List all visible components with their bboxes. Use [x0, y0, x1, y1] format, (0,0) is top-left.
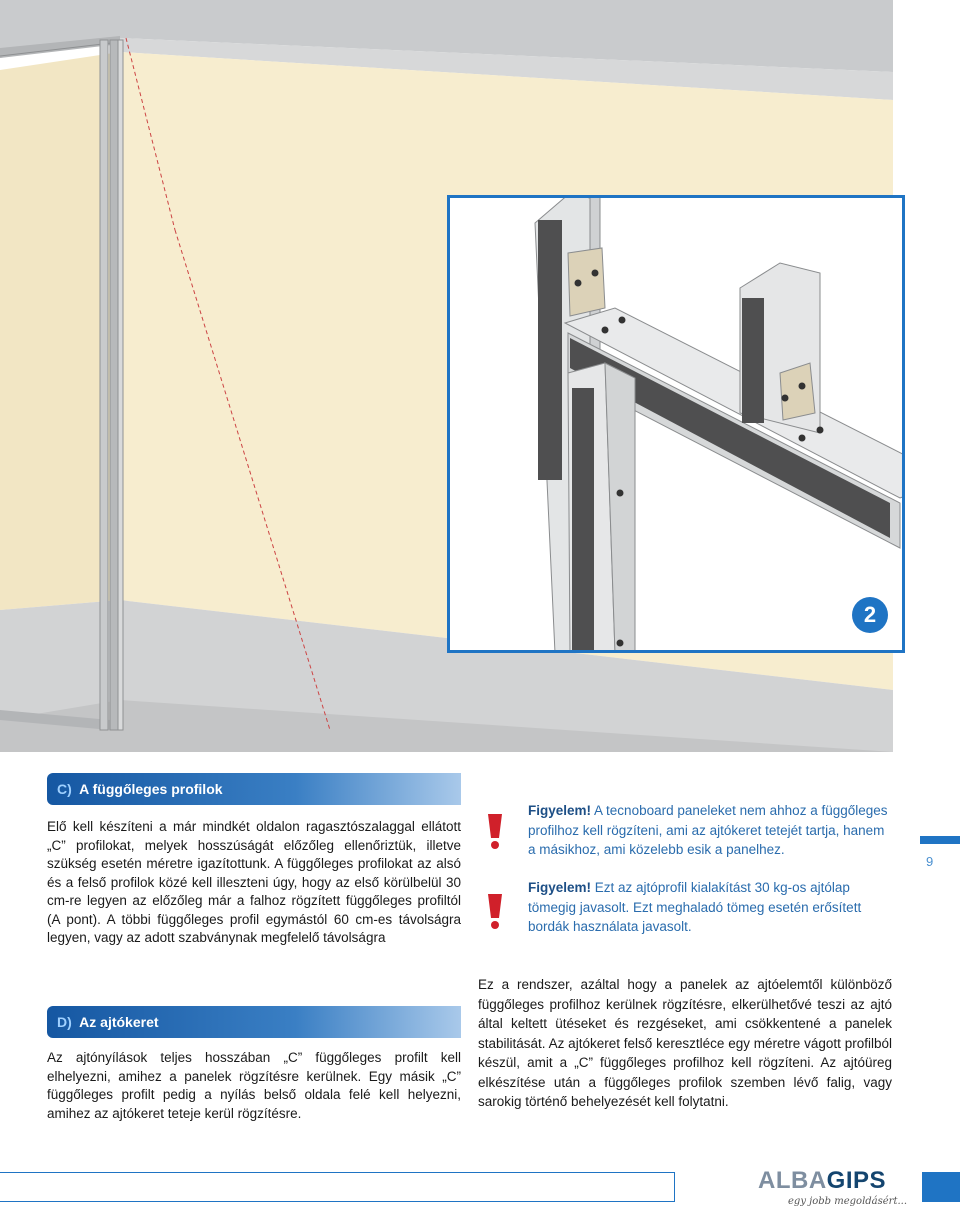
profile-detail-drawing — [450, 198, 902, 650]
section-d-title: Az ajtókeret — [79, 1014, 159, 1030]
footer-accent-square — [922, 1172, 960, 1202]
warning-1-label: Figyelem! — [528, 803, 592, 818]
section-c-header — [47, 773, 461, 805]
detail-inset-frame — [447, 195, 905, 653]
section-d-body: Az ajtónyílások teljes hosszában „C” függőleges profilt kell elhelyezni, amihez a panelek rögzítésre kerülnek. Egy másik „C” függőleges profilt pedig a nyílás belső oldala felé kell helyezni, amihez az ajtókeret teteje kerül rögzítésre. — [47, 1050, 461, 1121]
warning-2-label: Figyelem! — [528, 880, 592, 895]
logo-tagline: egy jobb megoldásért... — [788, 1196, 908, 1207]
page-number-marker — [920, 836, 960, 844]
warning-1-text: A tecnoboard paneleket nem ahhoz a függőleges profilhoz kell rögzíteni, ami az ajtókeret tetejét tartja, hanem a másikhoz, ami közelebb esik a panelhez. — [528, 803, 888, 857]
section-c-body: Elő kell készíteni a már mindkét oldalon ragasztószalaggal ellátott „C” profilokat, melyek hosszúságát előzőleg ellenőriztük, illetve szükség esetén méretre igazítottunk. A függőleges profilokat az alsó és a felső profilok közé kell illeszteni úgy, hogy az első körülbelül 30 cm-re legyen az előzőleg már a falhoz rögzített függőleges profiltól (A pont). A többi függőleges profil egymástól 60 cm-es távolságra legyen, vagy az adott szabványnak megfelelő távolságra — [47, 819, 461, 945]
section-d-letter: D) — [57, 1014, 72, 1030]
footer-bar — [0, 1172, 675, 1202]
page-number: 9 — [926, 854, 934, 869]
warning-exclamation-icon — [480, 892, 510, 930]
warning-exclamation-icon — [480, 812, 510, 850]
right-column-body: Ez a rendszer, azáltal hogy a panelek az ajtóelemtől különböző függőleges profilhoz kerülnek rögzítésre, elkerülhetővé teszi az ajtó által keltett ütéseket és rezgéseket, ami csökkentené a panelek stabilitását. Az ajtókeret felső keresztléce egy méretre vágott profilból készül, amit a „C” függőleges profilhoz kell rögzíteni. Az ajtóüreg elkészítése után a függőleges profilok szemben lévő falig, vagy sarokig történő behelyezését kell folytatni. — [478, 977, 892, 1109]
albagips-logo — [758, 1165, 908, 1211]
figure-number-badge: 2 — [852, 597, 888, 633]
logo-wordmark: ALBAGIPS — [758, 1167, 887, 1194]
warning-2-text: Ezt az ajtóprofil kialakítást 30 kg-os ajtólap tömegig javasolt. Ezt meghaladó tömeg esetén erősített bordák használata javasolt. — [528, 880, 862, 934]
section-c-title: A függőleges profilok — [79, 781, 223, 797]
warning-1 — [528, 801, 894, 860]
section-c-letter: C) — [57, 781, 72, 797]
warning-2 — [528, 878, 894, 937]
section-d-header — [47, 1006, 461, 1038]
